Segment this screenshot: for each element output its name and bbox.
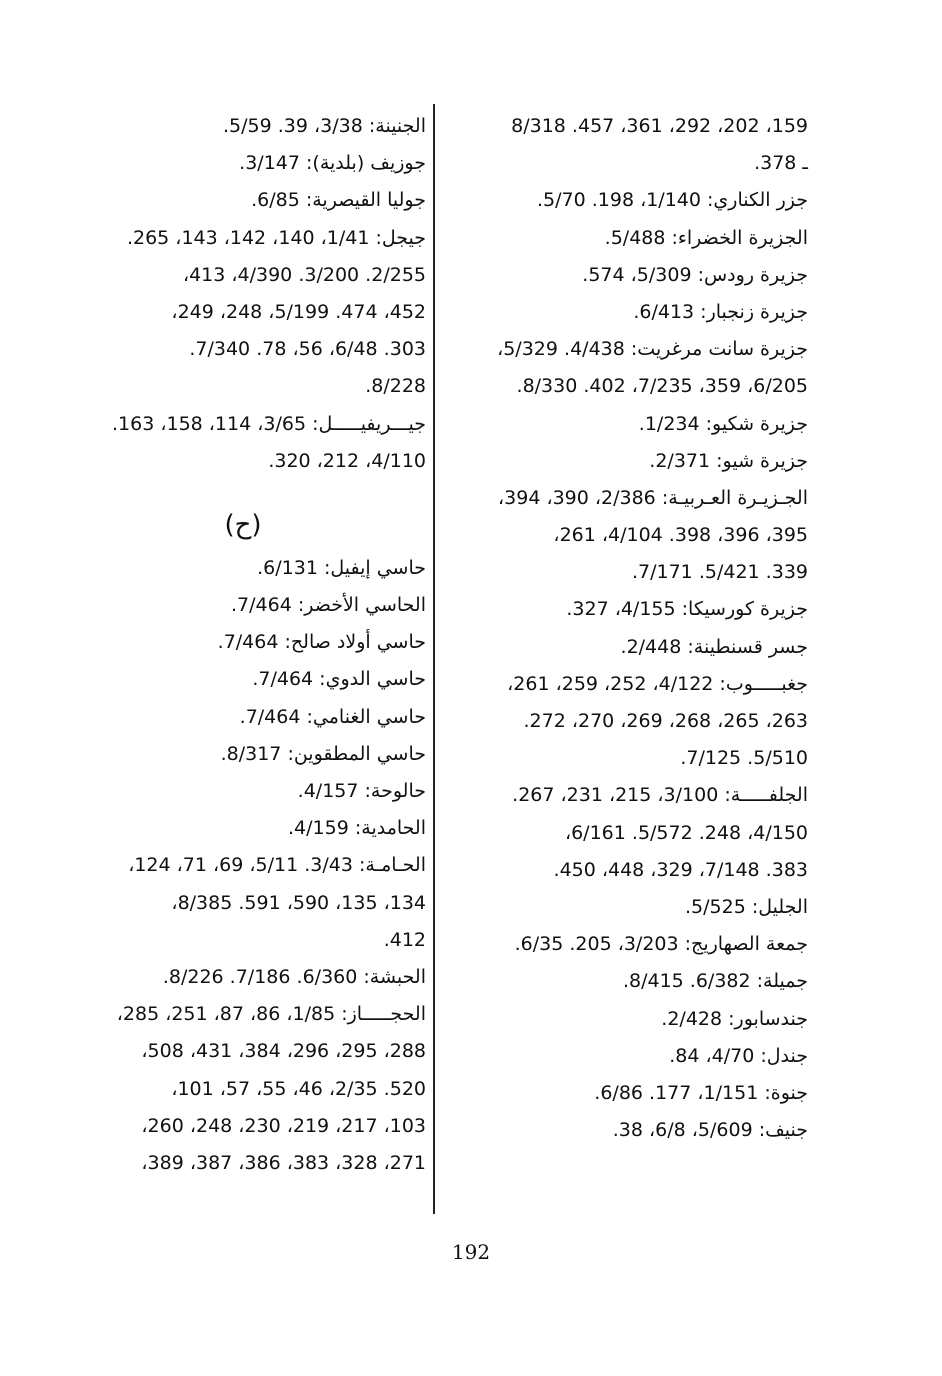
- index-line: الجنينة: 3/38، 39. 5/59.: [222, 115, 426, 137]
- index-line: 452، 474. 5/199، 248، 249،: [171, 300, 426, 323]
- index-line: الحجـــــاز: 1/85، 86، 87، 251، 285،: [116, 1003, 426, 1026]
- index-line: جنيف: 5/609، 6/8، 38.: [612, 1119, 808, 1142]
- index-line: جزر الكناري: 1/140، 198. 5/70.: [536, 189, 808, 212]
- index-line: الجزيرة الخضراء: 5/488.: [604, 226, 808, 249]
- index-line: جزيرة سانت مرغريت: 4/438. 5/329،: [497, 338, 808, 361]
- column-divider: [433, 104, 435, 1214]
- index-line: جيجل: 1/41، 140، 142، 143، 265.: [126, 226, 426, 249]
- index-line: الجليل: 5/525.: [685, 895, 808, 918]
- index-line: الحـامـة: 3/43. 5/11، 69، 71، 124،: [128, 854, 426, 877]
- index-line: حالوحة: 4/157.: [297, 780, 426, 802]
- index-line: 288، 295، 296، 384، 431، 508،: [141, 1040, 426, 1063]
- index-line: جزيرة كورسيكا: 4/155، 327.: [566, 598, 808, 621]
- index-line: جمعة الصهاريج: 3/203، 205. 6/35.: [514, 933, 808, 956]
- index-line: جيـــريفيـــــل: 3/65، 114، 158، 163.: [112, 412, 426, 435]
- index-line: 134، 135، 590، 591. 8/385،: [171, 891, 426, 914]
- index-line: 4/150، 248. 5/572. 6/161،: [564, 821, 808, 844]
- index-line: جوليا القيصرية: 6/85.: [251, 189, 426, 212]
- index-line: 263، 265، 268، 269، 270، 272.: [523, 710, 808, 732]
- index-line: 271، 328، 383، 386، 387، 389،: [141, 1151, 426, 1174]
- index-line: 339. 5/421. 7/171.: [631, 561, 808, 584]
- index-line: الجلفـــــة: 3/100، 215، 231، 267.: [512, 784, 808, 807]
- index-line: حاسي الدوي: 7/464.: [252, 668, 426, 691]
- index-line: 2/255. 3/200. 4/390، 413،: [182, 263, 426, 286]
- index-line: جندسابور: 2/428.: [661, 1007, 808, 1030]
- right-index-column: [440, 108, 808, 1149]
- section-heading: (ح): [224, 509, 262, 540]
- index-line: ـ 378.: [754, 152, 808, 175]
- left-index-column: [60, 108, 426, 1182]
- index-line: 159، 202، 292، 361، 457. 8/318: [511, 115, 808, 137]
- index-line: 5/510. 7/125.: [680, 747, 808, 770]
- index-line: جسر قسنطينة: 2/448.: [620, 635, 808, 658]
- index-line: 103، 217، 219، 230، 248، 260،: [141, 1114, 426, 1137]
- index-line: جزيرة زنجبار: 6/413.: [633, 300, 808, 323]
- index-line: 303. 6/48، 56، 78. 7/340.: [189, 338, 426, 361]
- index-line: 383. 7/148، 329، 448، 450.: [553, 858, 808, 881]
- index-line: جغبـــــوب: 4/122، 252، 259، 261،: [507, 672, 808, 695]
- index-line: 520. 2/35، 46، 55، 57، 101،: [171, 1077, 426, 1100]
- index-line: جنوة: 1/151، 177. 6/86.: [594, 1081, 808, 1104]
- index-line: حاسي المطقوين: 8/317.: [220, 742, 426, 765]
- index-line: 8/228.: [365, 375, 426, 398]
- index-line: 395، 396، 398. 4/104، 261،: [553, 524, 808, 547]
- index-line: جزيرة رودس: 5/309، 574.: [582, 263, 808, 286]
- page-number: 192: [451, 1240, 491, 1264]
- index-line: جوزيف (بلدية): 3/147.: [239, 152, 426, 175]
- index-line: الحبشة: 6/360. 7/186. 8/226.: [162, 965, 426, 988]
- index-line: 6/205، 359، 7/235، 402. 8/330.: [516, 375, 808, 398]
- index-line: الجـزيـرة العـربيـة: 2/386، 390، 394،: [498, 486, 808, 509]
- index-line: حاسي الغنامي: 7/464.: [239, 705, 426, 728]
- index-line: حاسي أولاد صالح: 7/464.: [217, 631, 426, 654]
- index-line: جزيرة شكيو: 1/234.: [638, 412, 808, 435]
- index-line: جزيرة شيو: 2/371.: [649, 449, 808, 472]
- index-line: جندل: 4/70، 84.: [669, 1044, 808, 1067]
- index-line: 412.: [383, 928, 426, 951]
- index-line: حاسي إيفيل: 6/131.: [257, 556, 426, 579]
- index-line: الحامدية: 4/159.: [288, 817, 426, 840]
- index-line: الحاسي الأخضر: 7/464.: [231, 594, 426, 617]
- index-line: 4/110، 212، 320.: [268, 449, 426, 472]
- index-line: جميلة: 6/382. 8/415.: [622, 970, 808, 993]
